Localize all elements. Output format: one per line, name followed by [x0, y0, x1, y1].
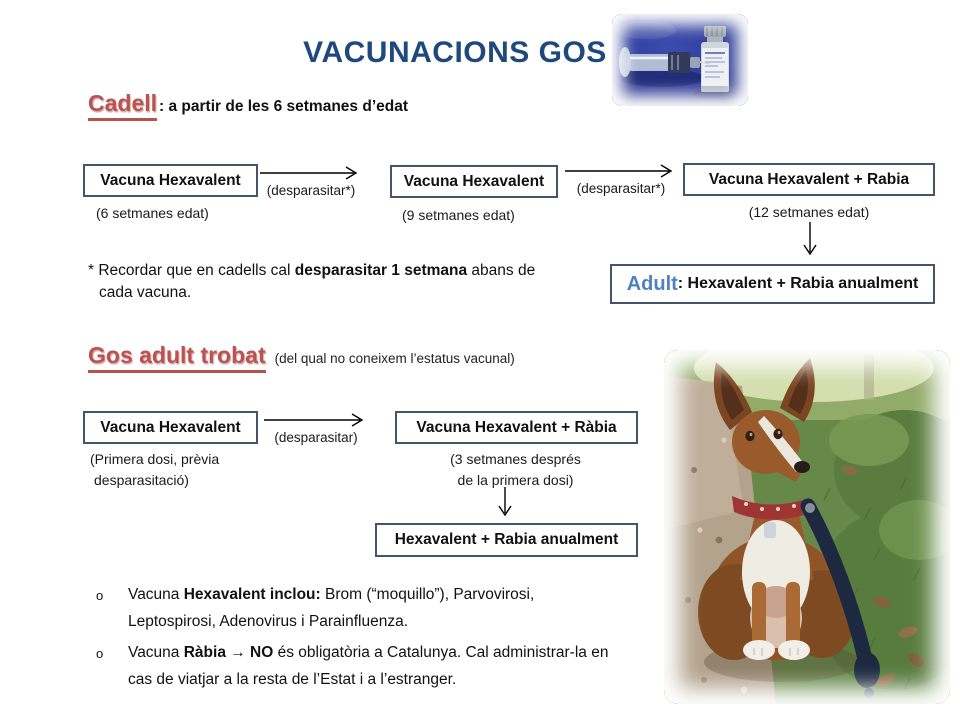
bullet-text-line2: cas de viatjar a la resta de l’Estat i a l’estranger. [128, 671, 457, 688]
footnote-desparasitar [88, 260, 535, 304]
note-bold-text: desparasitar 1 setmana [294, 262, 468, 279]
caption-primera-dosi [90, 449, 219, 491]
gos-adult-heading-suffix: (del qual no coneixem l’estatus vacunal) [274, 351, 515, 366]
caption-line: de la primera dosi) [457, 472, 574, 488]
adult-label: Adult [626, 272, 678, 295]
flow-box-label: Vacuna Hexavalent [403, 172, 545, 190]
section-gos-adult-heading [88, 342, 515, 373]
arrow-right-icon [264, 411, 370, 427]
bullet-icon: o [96, 588, 104, 603]
bullet-bold-text: Hexavalent inclou: [183, 586, 321, 603]
flow-box-label: Vacuna Hexavalent + Rabia [708, 170, 910, 188]
arrow-right-icon [565, 162, 679, 178]
caption-line: desparasitació) [94, 472, 189, 488]
flow-box-hexavalent-6w [83, 164, 258, 197]
caption-12-setmanes: (12 setmanes edat) [748, 204, 870, 220]
caption-line: (3 setmanes després [450, 451, 581, 467]
flow-box-label: Vacuna Hexavalent [100, 418, 241, 436]
arrow-right-icon [260, 164, 364, 180]
caption-6-setmanes: (6 setmanes edat) [96, 205, 209, 221]
bullet-text: Brom (“moquillo”), Parvovirosi, [320, 586, 535, 603]
arrow-label-desparasitar: (desparasitar) [274, 430, 358, 445]
cadell-heading-text: Cadell [88, 90, 157, 121]
arrow2-label: (desparasitar*) [576, 181, 666, 196]
bullet-icon: o [96, 646, 104, 661]
caption-line: (Primera dosi, prèvia [90, 451, 220, 467]
flow-box-label: Vacuna Hexavalent [100, 171, 241, 189]
gos-adult-heading-text: Gos adult trobat [88, 342, 266, 373]
arrow-down-icon [801, 222, 819, 262]
note-text-line2: cada vacuna. [99, 284, 192, 301]
flow-box-hexavalent-first-dose [83, 411, 258, 444]
flow-box-hexavalent-rabia-12w [683, 163, 935, 196]
adult-result-box [610, 264, 935, 304]
adult-text: : Hexavalent + Rabia anualment [677, 275, 919, 292]
caption-3-setmanes [398, 449, 633, 491]
dog-icon [664, 350, 950, 704]
bullet-text: Vacuna [128, 644, 184, 661]
flow-box-annual-result [375, 523, 638, 557]
bullet-text: és obligatòria a Catalunya. Cal administrar-la en [273, 644, 609, 661]
syringe-icon [612, 14, 748, 106]
caption-9-setmanes: (9 setmanes edat) [402, 207, 515, 223]
bullet-text: Vacuna [128, 586, 184, 603]
bullet-rabia [128, 639, 658, 693]
bullet-text-line2: Leptospirosi, Adenovirus i Parainfluenza. [128, 613, 409, 630]
bullet-hexavalent [128, 581, 658, 635]
syringe-vial-image [612, 14, 748, 106]
page-title: VACUNACIONS GOS [303, 36, 607, 69]
cadell-heading-suffix: : a partir de les 6 setmanes d’edat [159, 98, 408, 115]
note-text: * Recordar que en cadells cal [88, 262, 295, 279]
bullet-bold-text: Ràbia → NO [183, 644, 274, 661]
arrow-down-icon [496, 487, 514, 523]
arrow1-label: (desparasitar*) [266, 183, 356, 198]
flow-box-hexavalent-rabia [395, 411, 638, 444]
flow-box-label: Hexavalent + Rabia anualment [394, 531, 619, 548]
note-text: abans de [467, 262, 536, 279]
section-cadell-heading [88, 90, 408, 121]
flow-box-label: Vacuna Hexavalent + Ràbia [416, 418, 617, 436]
dog-image [664, 350, 950, 704]
flow-box-hexavalent-9w [390, 165, 558, 198]
